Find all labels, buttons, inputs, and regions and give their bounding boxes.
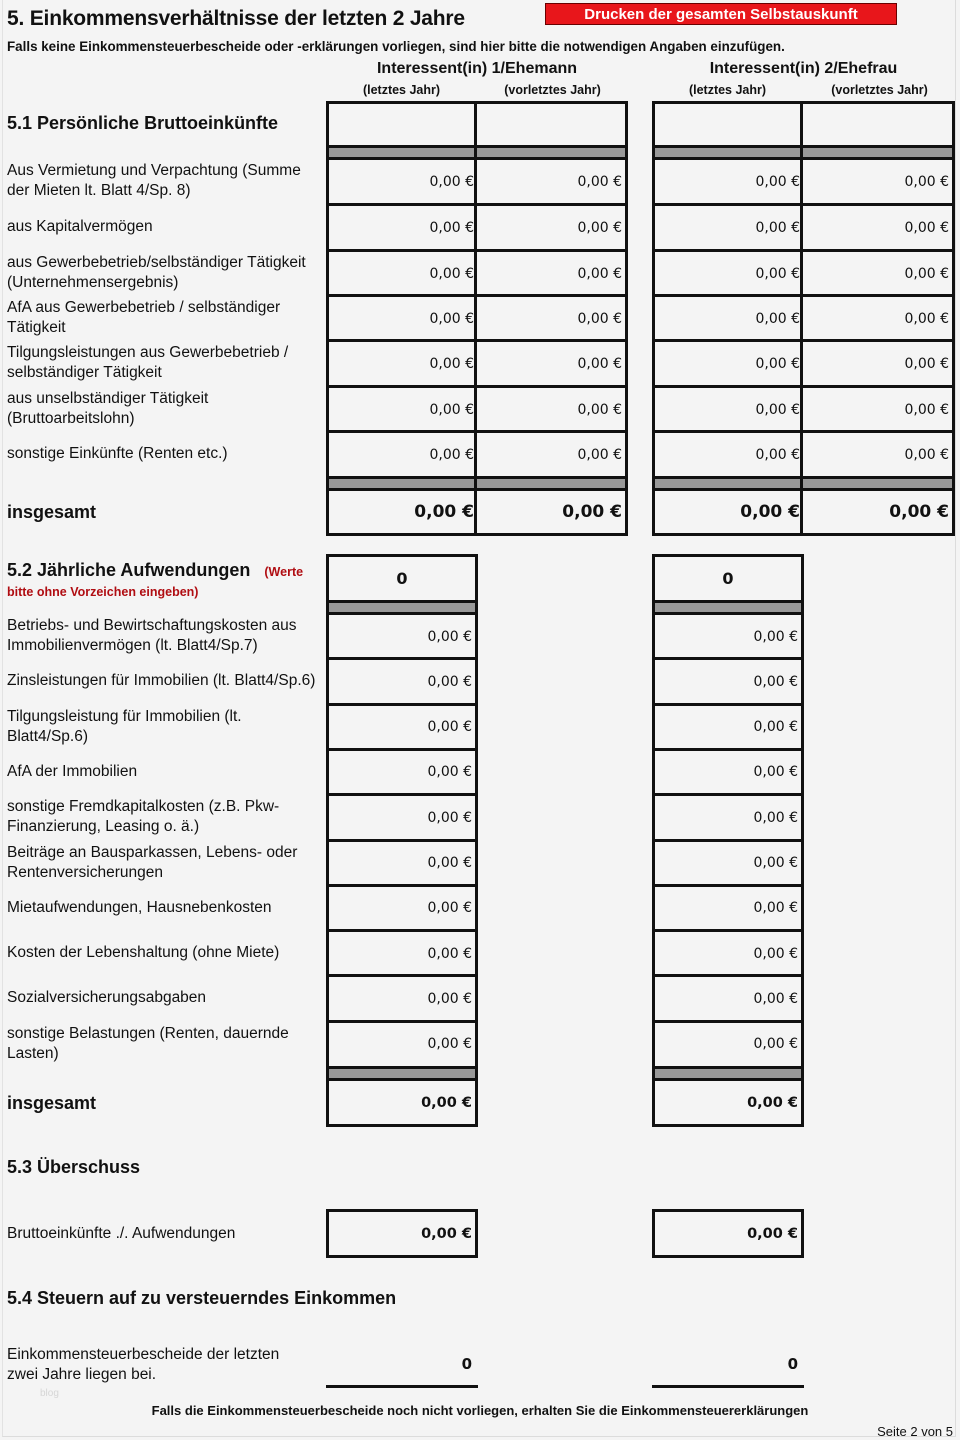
person-2-heading: Interessent(in) 2/Ehefrau (709, 60, 898, 77)
header-input-cell[interactable] (326, 101, 480, 148)
header-input-cell[interactable] (474, 101, 628, 148)
person-1-heading: Interessent(in) 1/Ehemann (376, 60, 578, 77)
page-title: 5. Einkommensverhältnisse der letzten 2 Jahre (7, 7, 465, 30)
expense-row-label: Zinsleistungen für Immobilien (lt. Blatt4/Sp.6) (7, 672, 316, 690)
page-number: Seite 2 von 5 (877, 1424, 953, 1439)
income-value-input[interactable]: 0,00 € (652, 430, 806, 479)
income-value-input[interactable]: 0,00 € (326, 249, 480, 298)
expense-row-label: Sozialversicherungsabgaben (7, 989, 207, 1007)
expense-total-label: insgesamt (7, 1093, 97, 1113)
income-value-input[interactable]: 0,00 € (800, 385, 955, 434)
income-value-input[interactable]: 0,00 € (800, 339, 955, 388)
expense-value-input[interactable]: 0,00 € (326, 929, 478, 978)
income-value-input[interactable]: 0,00 € (474, 430, 628, 479)
expense-value-input[interactable]: 0,00 € (326, 748, 478, 797)
income-value-input[interactable]: 0,00 € (652, 385, 806, 434)
expense-value-input[interactable]: 0,00 € (652, 974, 804, 1023)
section-2-note-cont: bitte ohne Vorzeichen eingeben) (7, 585, 199, 599)
income-row-label: Tilgungsleistungen aus Gewerbebetrieb / selbständiger Tätigkeit (7, 344, 289, 381)
expense-row-label: Mietaufwendungen, Hausnebenkosten (7, 898, 272, 916)
expense-value-input[interactable]: 0,00 € (652, 1020, 804, 1069)
income-value-input[interactable]: 0,00 € (474, 249, 628, 298)
section-3-title: 5.3 Überschuss (7, 1157, 141, 1177)
expense-value-input[interactable]: 0,00 € (326, 884, 478, 933)
year-heading-p1-last: (letztes Jahr) (362, 83, 441, 97)
expense-value-input[interactable]: 0,00 € (326, 703, 478, 752)
section-2-note: (Werte (264, 565, 304, 579)
tax-docs-row-label: Einkommensteuerbescheide der letzten zwei Jahre liegen bei. (7, 1346, 280, 1383)
income-value-input[interactable]: 0,00 € (474, 385, 628, 434)
income-row-label: aus Gewerbebetrieb/selbständiger Tätigkeit (Unternehmensergebnis) (7, 254, 306, 291)
income-value-input[interactable]: 0,00 € (800, 294, 955, 343)
income-row-label: aus Kapitalvermögen (7, 218, 153, 235)
income-row-label: AfA aus Gewerbebetrieb / selbständiger Tätigkeit (7, 299, 281, 336)
expenses-header-value[interactable]: 0 (652, 554, 804, 603)
income-value-input[interactable]: 0,00 € (652, 294, 806, 343)
tax-docs-underline (652, 1385, 804, 1388)
income-value-input[interactable]: 0,00 € (474, 294, 628, 343)
income-value-input[interactable]: 0,00 € (652, 157, 806, 206)
expense-row-label: sonstige Belastungen (Renten, dauernde Lasten) (7, 1024, 289, 1062)
income-value-input[interactable]: 0,00 € (800, 249, 955, 298)
expense-value-input[interactable]: 0,00 € (326, 1020, 478, 1069)
expense-value-input[interactable]: 0,00 € (326, 657, 478, 706)
tax-docs-value[interactable]: 0 (787, 1355, 798, 1373)
section-2-title: 5.2 Jährliche Aufwendungen (7, 560, 251, 580)
income-value-input[interactable]: 0,00 € (652, 203, 806, 252)
expense-value-input[interactable]: 0,00 € (326, 839, 478, 888)
income-value-input[interactable]: 0,00 € (652, 249, 806, 298)
expense-value-input[interactable]: 0,00 € (652, 612, 804, 661)
income-row-label: aus unselbständiger Tätigkeit (Bruttoarbeitslohn) (7, 390, 209, 427)
income-total-label: insgesamt (7, 502, 97, 522)
expense-value-input[interactable]: 0,00 € (652, 929, 804, 978)
expense-value-input[interactable]: 0,00 € (652, 884, 804, 933)
income-value-input[interactable]: 0,00 € (800, 203, 955, 252)
income-value-input[interactable]: 0,00 € (326, 157, 480, 206)
expenses-header-value[interactable]: 0 (326, 554, 478, 603)
expense-row-label: Tilgungsleistung für Immobilien (lt. Blatt4/Sp.6) (7, 707, 242, 745)
year-heading-p1-prev: (vorletztes Jahr) (504, 83, 601, 97)
expense-total-value: 0,00 € (326, 1078, 478, 1127)
watermark: blog (40, 1388, 59, 1399)
expense-value-input[interactable]: 0,00 € (652, 703, 804, 752)
year-heading-p2-prev: (vorletztes Jahr) (831, 83, 928, 97)
expense-value-input[interactable]: 0,00 € (652, 793, 804, 842)
income-value-input[interactable]: 0,00 € (800, 430, 955, 479)
income-row-label: sonstige Einkünfte (Renten etc.) (7, 445, 228, 462)
income-total-value: 0,00 € (800, 488, 955, 536)
expense-value-input[interactable]: 0,00 € (326, 974, 478, 1023)
expense-row-label: sonstige Fremdkapitalkosten (z.B. Pkw-Finanzierung, Leasing o. ä.) (7, 798, 280, 836)
print-all-button[interactable]: Drucken der gesamten Selbstauskunft (545, 3, 897, 25)
income-value-input[interactable]: 0,00 € (326, 203, 480, 252)
surplus-row-label: Bruttoeinkünfte ./. Aufwendungen (7, 1225, 236, 1242)
expense-total-value: 0,00 € (652, 1078, 804, 1127)
header-input-cell[interactable] (652, 101, 806, 148)
header-input-cell[interactable] (800, 101, 955, 148)
income-value-input[interactable]: 0,00 € (800, 157, 955, 206)
expense-row-label: Kosten der Lebenshaltung (ohne Miete) (7, 944, 280, 962)
expense-value-input[interactable]: 0,00 € (652, 839, 804, 888)
tax-docs-value[interactable]: 0 (461, 1355, 472, 1373)
year-heading-p2-last: (letztes Jahr) (688, 83, 767, 97)
expense-value-input[interactable]: 0,00 € (326, 612, 478, 661)
income-value-input[interactable]: 0,00 € (326, 430, 480, 479)
section-4-title: 5.4 Steuern auf zu versteuerndes Einkommen (7, 1288, 397, 1308)
section-1-title: 5.1 Persönliche Bruttoeinkünfte (7, 113, 279, 133)
income-value-input[interactable]: 0,00 € (326, 339, 480, 388)
expense-value-input[interactable]: 0,00 € (652, 657, 804, 706)
income-value-input[interactable]: 0,00 € (652, 339, 806, 388)
income-value-input[interactable]: 0,00 € (326, 294, 480, 343)
income-total-value: 0,00 € (326, 488, 480, 536)
tax-docs-underline (326, 1385, 478, 1388)
expense-row-label: Betriebs- und Bewirtschaftungskosten aus Immobilienvermögen (lt. Blatt4/Sp.7) (7, 617, 297, 654)
intro-text: Falls keine Einkommensteuerbescheide oder -erklärungen vorliegen, sind hier bitte die notwendigen Angaben einzufügen. (7, 39, 785, 54)
expense-value-input[interactable]: 0,00 € (652, 748, 804, 797)
expense-value-input[interactable]: 0,00 € (326, 793, 478, 842)
surplus-value: 0,00 € (326, 1209, 478, 1258)
surplus-value: 0,00 € (652, 1209, 804, 1258)
income-value-input[interactable]: 0,00 € (474, 157, 628, 206)
expense-row-label: AfA der Immobilien (7, 762, 138, 780)
income-total-value: 0,00 € (474, 488, 628, 536)
footer-note: Falls die Einkommensteuerbescheide noch nicht vorliegen, erhalten Sie die Einkommensteuererklärungen (151, 1403, 809, 1418)
income-value-input[interactable]: 0,00 € (474, 203, 628, 252)
income-value-input[interactable]: 0,00 € (326, 385, 480, 434)
section-2-heading (7, 561, 327, 602)
income-value-input[interactable]: 0,00 € (474, 339, 628, 388)
expense-row-label: Beiträge an Bausparkassen, Lebens- oder Rentenversicherungen (7, 843, 298, 881)
income-total-value: 0,00 € (652, 488, 806, 536)
income-row-label: Aus Vermietung und Verpachtung (Summe der Mieten lt. Blatt 4/Sp. 8) (7, 162, 301, 199)
